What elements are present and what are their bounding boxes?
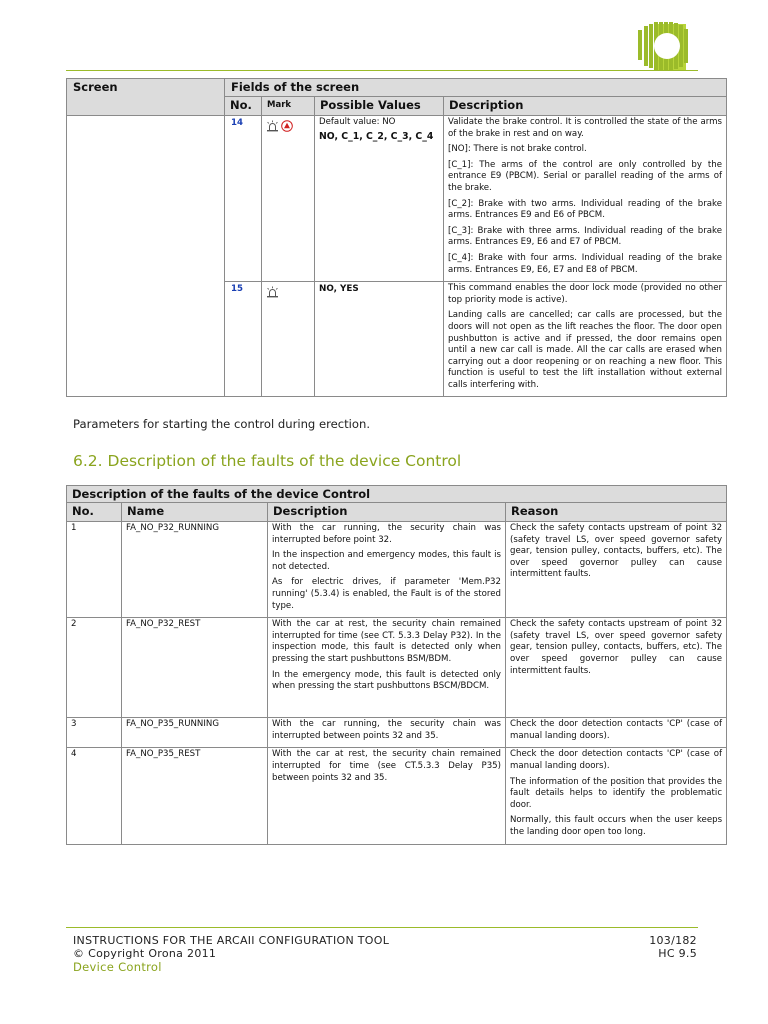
possible-values: NO, YES (319, 284, 359, 295)
mark-cell (262, 116, 315, 282)
footer-section-name: Device Control (73, 960, 162, 974)
header-rule (66, 70, 698, 71)
reason-text: Check the safety contacts upstream of point 32 (safety travel LS, over speed governor safety gear, tension pulley, contacts, buffers, etc). The over speed governor pulley can cause intermittent faults. (510, 523, 723, 580)
mark-cell (262, 282, 315, 397)
description-text: [C_3]: Brake with three arms. Individual reading of the brake arms. Entrances E9, E6 and E7 of PBCM. (448, 225, 723, 248)
footer-document-title: INSTRUCTIONS FOR THE ARCAII CONFIGURATION TOOL (73, 934, 390, 947)
parameters-note: Parameters for starting the control during erection. (73, 417, 371, 431)
col-header-description: Description (444, 97, 727, 116)
footer-version: HC 9.5 (658, 947, 697, 960)
col-header-fields: Fields of the screen (225, 79, 727, 97)
col-header-values: Possible Values (315, 97, 444, 116)
reason-text: Check the safety contacts upstream of point 32 (safety travel LS, over speed governor safety gear, tension pulley, contacts, buffers, etc). The over speed governor pulley can cause intermittent faults. (510, 619, 723, 676)
warning-triangle-icon (281, 120, 293, 132)
fault-reason (506, 522, 727, 618)
description-text: In the emergency mode, this fault is detected only when pressing the start pushbuttons BSCM/BDCM. (272, 669, 501, 692)
fault-reason (506, 748, 727, 845)
default-value: Default value: NO (319, 117, 396, 127)
table-row (67, 116, 727, 282)
description-text: With the car at rest, the security chain remained interrupted for time (see CT. 5.3.3 Delay P32). In the inspection mode, this fault is detected only when pressing the start pushbuttons BSM/BDM. (272, 619, 501, 664)
fault-number: 4 (67, 748, 122, 845)
footer-page-number: 103/182 (649, 934, 697, 947)
fault-name: FA_NO_P32_REST (122, 618, 268, 718)
footer-copyright: © Copyright Orona 2011 (73, 947, 217, 960)
fault-description (268, 718, 506, 748)
description-text: This command enables the door lock mode (provided no other top priority mode is active). (448, 283, 723, 305)
fault-number: 3 (67, 718, 122, 748)
description-text: With the car running, the security chain was interrupted before point 32. (272, 523, 501, 545)
description-text: With the car running, the security chain was interrupted between points 32 and 35. (272, 719, 501, 741)
col-header-reason: Reason (506, 503, 727, 522)
table-row (67, 522, 727, 618)
fault-description (268, 618, 506, 718)
table-row (67, 748, 727, 845)
description-text: [C_1]: The arms of the control are only controlled by the entrance E9 (PBCM). Serial or parallel reading of the arms of the brake. (448, 159, 723, 193)
section-heading: 6.2. Description of the faults of the device Control (73, 452, 462, 470)
fault-number: 2 (67, 618, 122, 718)
fault-reason (506, 618, 727, 718)
table-row (67, 718, 727, 748)
description-text: With the car at rest, the security chain remained interrupted for time (see CT.5.3.3 Delay P35) between points 32 and 35. (272, 749, 501, 783)
description-text: Landing calls are cancelled; car calls are processed, but the doors will not open as the lift reaches the floor. The door open pushbutton is active and if pressed, the door remains open until a new car call is made. All the car calls are erased when carrying out a door reopening or on reaching a new floor. This function is useful to test the lift installation without external calls interfering with. (448, 310, 723, 390)
col-header-name: Name (122, 503, 268, 522)
col-header-screen: Screen (67, 79, 225, 116)
faults-table (66, 485, 727, 845)
reason-text: Normally, this fault occurs when the user keeps the landing door open too long. (510, 815, 723, 837)
fault-name: FA_NO_P32_RUNNING (122, 522, 268, 618)
field-number: 15 (225, 282, 262, 397)
fault-name: FA_NO_P35_RUNNING (122, 718, 268, 748)
footer-rule (66, 927, 698, 928)
col-header-description: Description (268, 503, 506, 522)
beacon-icon (266, 120, 279, 132)
fault-description (268, 522, 506, 618)
description-cell (444, 282, 727, 397)
orona-logo (636, 20, 692, 72)
description-text: As for electric drives, if parameter 'Mem.P32 running' (5.3.4) is enabled, the Fault is of the stored type. (272, 577, 501, 611)
reason-text: Check the door detection contacts 'CP' (case of manual landing doors). (510, 719, 723, 741)
table-caption: Description of the faults of the device Control (67, 486, 727, 503)
description-text: [C_2]: Brake with two arms. Individual reading of the brake arms. Entrances E9 and E6 of PBCM. (448, 198, 723, 221)
description-text: [NO]: There is not brake control. (448, 144, 587, 155)
description-text: In the inspection and emergency modes, this fault is not detected. (272, 550, 501, 572)
description-cell (444, 116, 727, 282)
possible-values-cell (315, 116, 444, 282)
reason-text: Check the door detection contacts 'CP' (case of manual landing doors). (510, 749, 723, 771)
fault-name: FA_NO_P35_REST (122, 748, 268, 845)
table-row (67, 618, 727, 718)
screen-cell (67, 116, 225, 397)
description-text: [C_4]: Brake with four arms. Individual reading of the brake arms. Entrances E9, E6, E7 and E8 of PBCM. (448, 252, 723, 275)
fault-reason (506, 718, 727, 748)
description-text: Validate the brake control. It is controlled the state of the arms of the brake in rest and on way. (448, 117, 723, 139)
col-header-no: No. (67, 503, 122, 522)
screen-fields-table (66, 78, 727, 397)
reason-text: The information of the position that provides the fault details helps to identify the problematic door. (510, 776, 723, 810)
col-header-no: No. (225, 97, 262, 116)
possible-values: NO, C_1, C_2, C_3, C_4 (319, 130, 434, 142)
fault-number: 1 (67, 522, 122, 618)
fault-description (268, 748, 506, 845)
beacon-icon (266, 286, 279, 298)
possible-values-cell (315, 282, 444, 397)
col-header-mark: Mark (262, 97, 315, 116)
field-number: 14 (225, 116, 262, 282)
